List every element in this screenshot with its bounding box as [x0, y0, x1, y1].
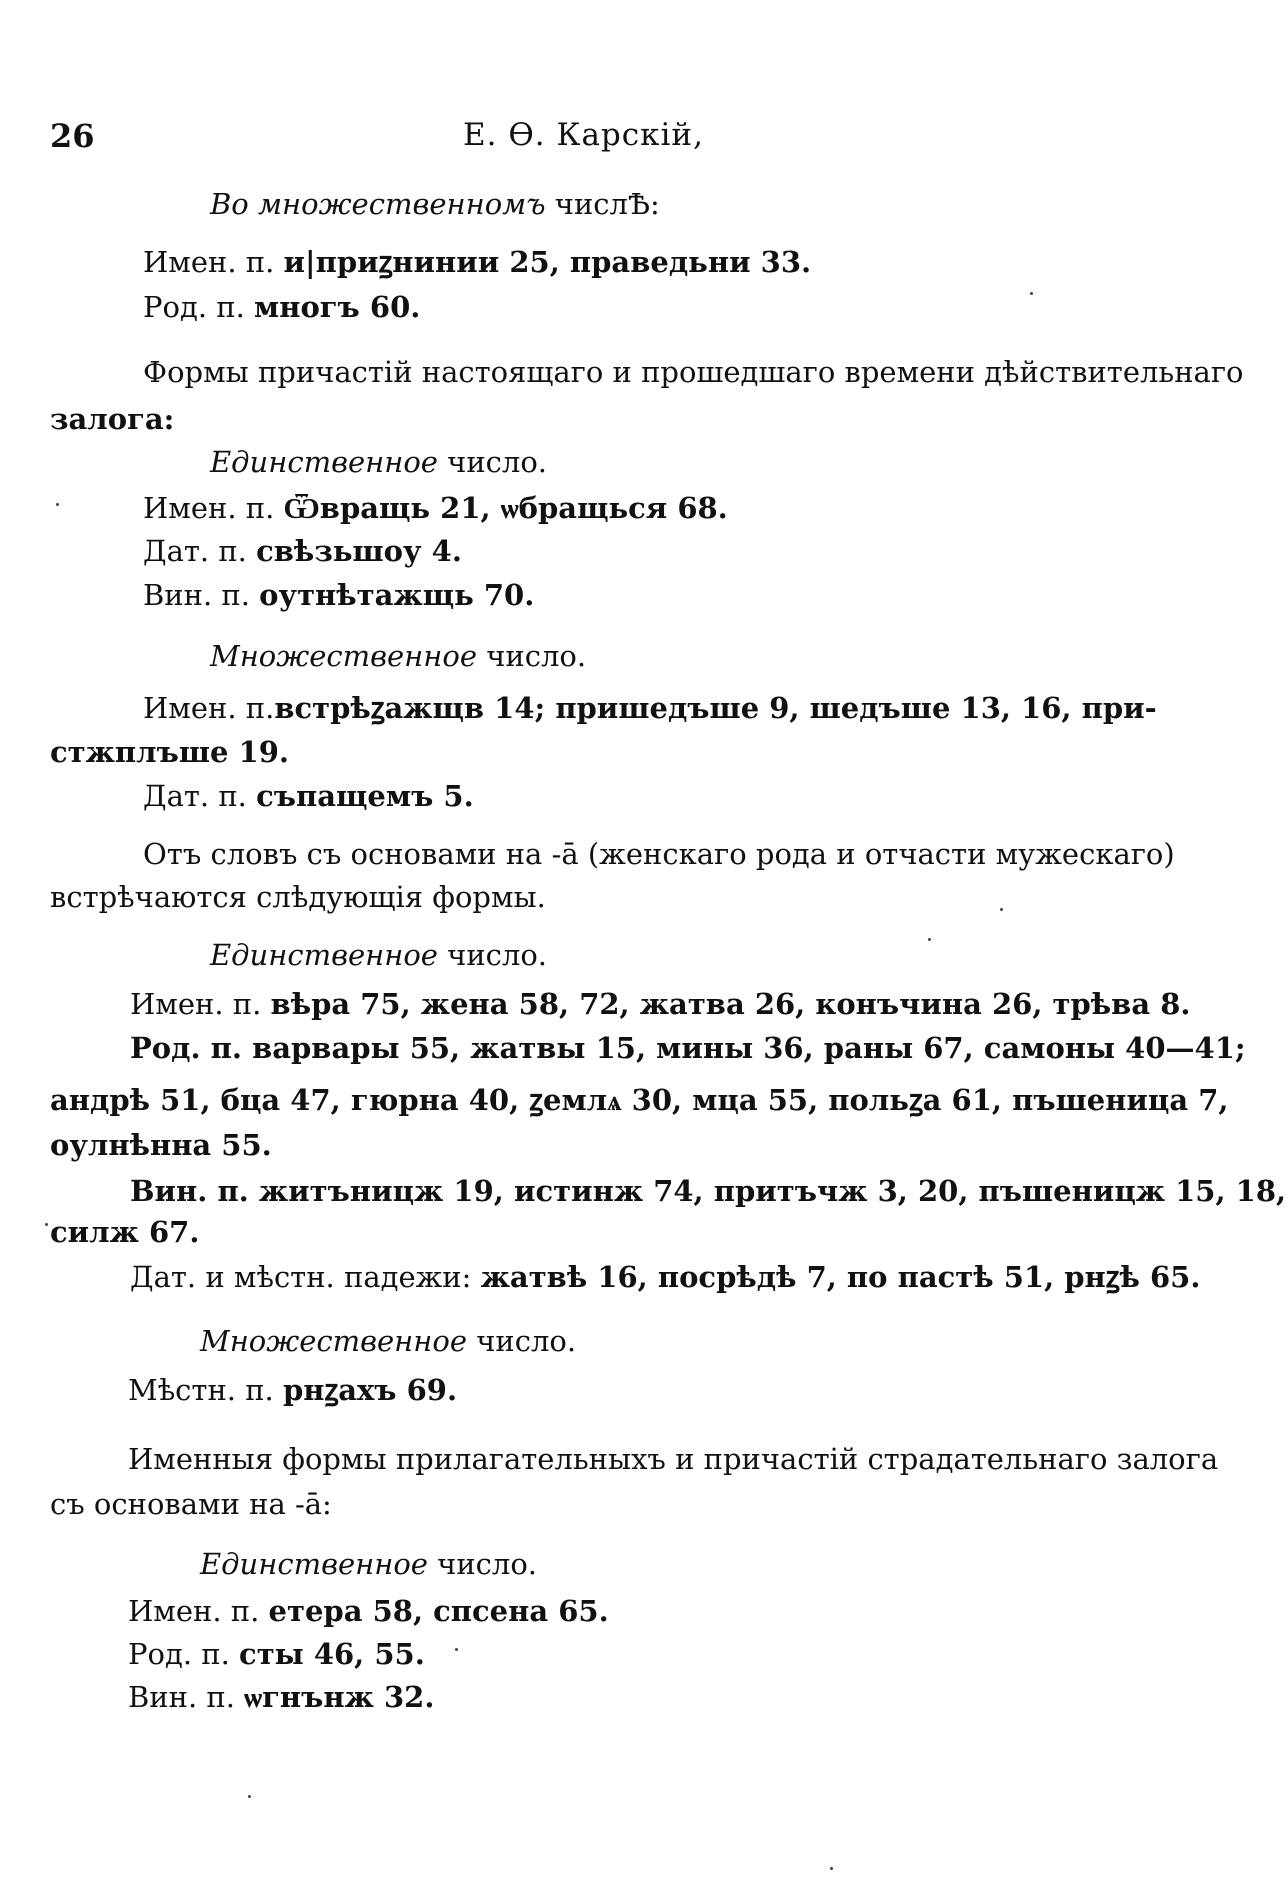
- case-forms: встрѣꙁажщв 14; пришедъше 9, шедъше 13, 16, при-: [274, 691, 1157, 725]
- paragraph-text: Отъ словъ съ основами на -ā (женскаго рода и отчасти мужескаго): [143, 837, 1175, 871]
- adjectives-sing-nom: [128, 1594, 609, 1628]
- a-stems-singular-heading: [210, 938, 547, 972]
- participles-singular-heading: [210, 445, 547, 479]
- participles-plural-nom-line-2: стжплъше 19.: [50, 735, 289, 769]
- case-label: Имен. п.: [130, 987, 271, 1021]
- plural-heading-rest: числѢ:: [545, 187, 660, 221]
- scan-speck: [1030, 292, 1033, 295]
- adjectives-sing-acc: [128, 1680, 435, 1714]
- case-forms: многъ 60.: [254, 290, 421, 324]
- scan-speck: [45, 1223, 48, 1226]
- running-head: Е. Ѳ. Карскій,: [463, 117, 704, 153]
- adjectives-paragraph-line-1: [128, 1442, 1219, 1476]
- page-number: 26: [50, 117, 95, 155]
- a-stems-sing-dat: [130, 1260, 1201, 1294]
- scan-speck: [830, 1867, 833, 1870]
- adjectives-singular-heading: [200, 1547, 537, 1581]
- case-label: Дат. и мѣстн. падежи:: [130, 1260, 481, 1294]
- participles-paragraph-line-2: залога:: [50, 402, 175, 436]
- a-stems-sing-nom: [130, 987, 1191, 1021]
- plural-heading: [210, 187, 660, 221]
- adjectives-sing-gen: [128, 1637, 425, 1671]
- paragraph-text: Именныя формы прилагательныхъ и причастій страдательнаго залога: [128, 1442, 1219, 1476]
- a-stems-sing-acc-line-2: силж 67.: [50, 1215, 200, 1249]
- participles-sing-acc: [143, 578, 535, 612]
- case-forms: Ѿвращь 21, ѡбращься 68.: [283, 491, 728, 525]
- heading-italic: Множественное: [210, 639, 477, 673]
- participles-plural-nom-line-1: [143, 691, 1157, 725]
- case-forms: сты 46, 55.: [239, 1637, 425, 1671]
- case-forms: етера 58, спсена 65.: [268, 1594, 609, 1628]
- a-stems-sing-acc-line-1: [130, 1174, 1286, 1208]
- case-forms: Род. п. варвары 55, жатвы 15, мины 36, раны 67, самоны 40—41;: [130, 1031, 1246, 1065]
- case-forms: оутнѣтажщь 70.: [259, 578, 535, 612]
- case-label: Род. п.: [143, 290, 255, 324]
- scan-speck: [455, 1648, 458, 1651]
- heading-italic: Единственное: [200, 1547, 428, 1581]
- heading-italic: Единственное: [210, 938, 438, 972]
- case-label: Дат. п.: [143, 779, 257, 813]
- scan-speck: [56, 503, 59, 506]
- case-forms: съпащемъ 5.: [256, 779, 474, 813]
- a-stems-plural-heading: [200, 1324, 577, 1358]
- case-forms: андрѣ 51, бца 47, гюрна 40, ꙁемлѧ 30, мца 55, польꙁа 61, пъшеница 7,: [50, 1083, 1229, 1117]
- case-label: Вин. п.: [128, 1680, 245, 1714]
- heading-rest: число.: [467, 1324, 577, 1358]
- heading-rest: число.: [427, 1547, 537, 1581]
- participles-paragraph-line-1: [143, 355, 1244, 389]
- participles-sing-dat: [143, 534, 462, 568]
- case-forms: и|приꙁнинии 25, праведьни 33.: [283, 245, 812, 279]
- case-forms: ѡгнънж 32.: [244, 1680, 435, 1714]
- plural-nom-line: [143, 245, 812, 279]
- scan-speck: [1000, 908, 1003, 911]
- a-stems-sing-gen-line-3: оулнѣнна 55.: [50, 1128, 272, 1162]
- case-label: Дат. п.: [143, 534, 257, 568]
- case-forms: вѣра 75, жена 58, 72, жатва 26, конъчина 26, трѣва 8.: [270, 987, 1191, 1021]
- a-stems-sing-gen-line-2: [50, 1083, 1229, 1117]
- case-label: Имен. п.: [128, 1594, 269, 1628]
- plural-heading-italic: Во множественномъ: [210, 187, 546, 221]
- a-stems-sing-gen-line-1: [130, 1031, 1246, 1065]
- scan-speck: [928, 938, 931, 941]
- case-label: Вин. п.: [143, 578, 260, 612]
- case-label: Имен. п.: [143, 691, 275, 725]
- case-forms: жатвѣ 16, посрѣдѣ 7, по пастѣ 51, рнꙁѣ 65.: [480, 1260, 1201, 1294]
- case-forms: Вин. п. житъницж 19, истинж 74, притъчж 3, 20, пъшеницж 15, 18,: [130, 1174, 1286, 1208]
- participles-sing-nom: [143, 491, 728, 525]
- a-stems-paragraph-line-2: встрѣчаются слѣдующія формы.: [50, 880, 546, 914]
- heading-rest: число.: [437, 938, 547, 972]
- case-forms: рнꙁахъ 69.: [283, 1373, 458, 1407]
- adjectives-paragraph-line-2: съ основами на -ā:: [50, 1487, 332, 1521]
- scan-speck: [248, 1795, 251, 1798]
- case-label: Имен. п.: [143, 491, 284, 525]
- heading-italic: Множественное: [200, 1324, 467, 1358]
- a-stems-plural-loc: [128, 1373, 458, 1407]
- case-label: Имен. п.: [143, 245, 284, 279]
- paragraph-text: Формы причастій настоящаго и прошедшаго времени дѣйствительнаго: [143, 355, 1244, 389]
- plural-gen-line: [143, 290, 421, 324]
- heading-italic: Единственное: [210, 445, 438, 479]
- participles-plural-heading: [210, 639, 587, 673]
- heading-rest: число.: [477, 639, 587, 673]
- case-label: Мѣстн. п.: [128, 1373, 283, 1407]
- case-forms: свѣзьшоу 4.: [256, 534, 462, 568]
- case-label: Род. п.: [128, 1637, 240, 1671]
- heading-rest: число.: [437, 445, 547, 479]
- a-stems-paragraph-line-1: [143, 837, 1175, 871]
- participles-plural-dat: [143, 779, 474, 813]
